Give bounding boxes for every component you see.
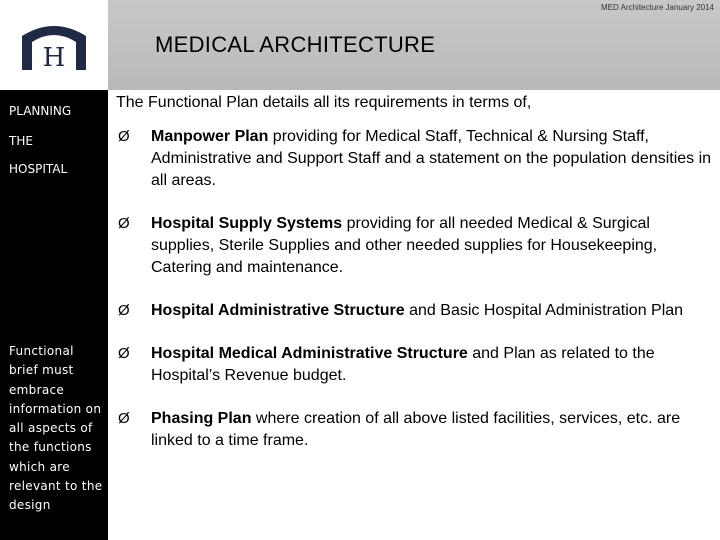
item-title: Hospital Medical Administrative Structure	[151, 345, 468, 362]
sidebar-brief: Functional brief must embrace information on all aspects of the functions which are relevant to the design	[9, 344, 103, 513]
list-item	[116, 300, 716, 322]
arrow-bullet-icon: Ø	[118, 215, 130, 232]
logo-letter: H	[42, 43, 66, 72]
sidebar-heading-line3: HOSPITAL	[9, 162, 68, 176]
main-content	[116, 92, 716, 473]
item-text: providing for Medical Staff, Technical & Nursing Staff, Administrative and Support Staff and a statement on the population densities in all areas.	[151, 128, 712, 189]
sidebar-heading-line2: THE	[9, 134, 33, 148]
hospital-logo-icon	[18, 22, 90, 72]
item-title: Hospital Administrative Structure	[151, 302, 405, 319]
item-text: providing for all needed Medical & Surgical supplies, Sterile Supplies and other needed supplies for Housekeeping, Catering and maintenance.	[151, 215, 658, 276]
item-text: and Basic Hospital Administration Plan	[404, 302, 684, 319]
sidebar	[0, 90, 108, 540]
logo	[0, 0, 108, 90]
list-item	[116, 408, 716, 452]
arrow-bullet-icon: Ø	[118, 302, 130, 319]
arrow-bullet-icon: Ø	[118, 128, 130, 145]
arrow-bullet-icon: Ø	[118, 345, 130, 362]
header-bar	[108, 0, 720, 90]
item-text: and Plan as related to the Hospital’s Revenue budget.	[151, 345, 655, 384]
page-title: MEDICAL ARCHITECTURE	[155, 32, 436, 57]
item-title: Manpower Plan	[151, 128, 269, 145]
item-title: Phasing Plan	[151, 410, 252, 427]
arrow-bullet-icon: Ø	[118, 410, 130, 427]
list-item	[116, 213, 716, 279]
list-item	[116, 126, 716, 192]
sidebar-heading-line1: PLANNING	[9, 104, 72, 118]
list-item	[116, 343, 716, 387]
item-text: where creation of all above listed facilities, services, etc. are linked to a time frame.	[151, 410, 681, 449]
header-note: MED Architecture January 2014	[601, 3, 714, 12]
intro-text: The Functional Plan details all its requirements in terms of,	[116, 94, 532, 111]
item-title: Hospital Supply Systems	[151, 215, 343, 232]
